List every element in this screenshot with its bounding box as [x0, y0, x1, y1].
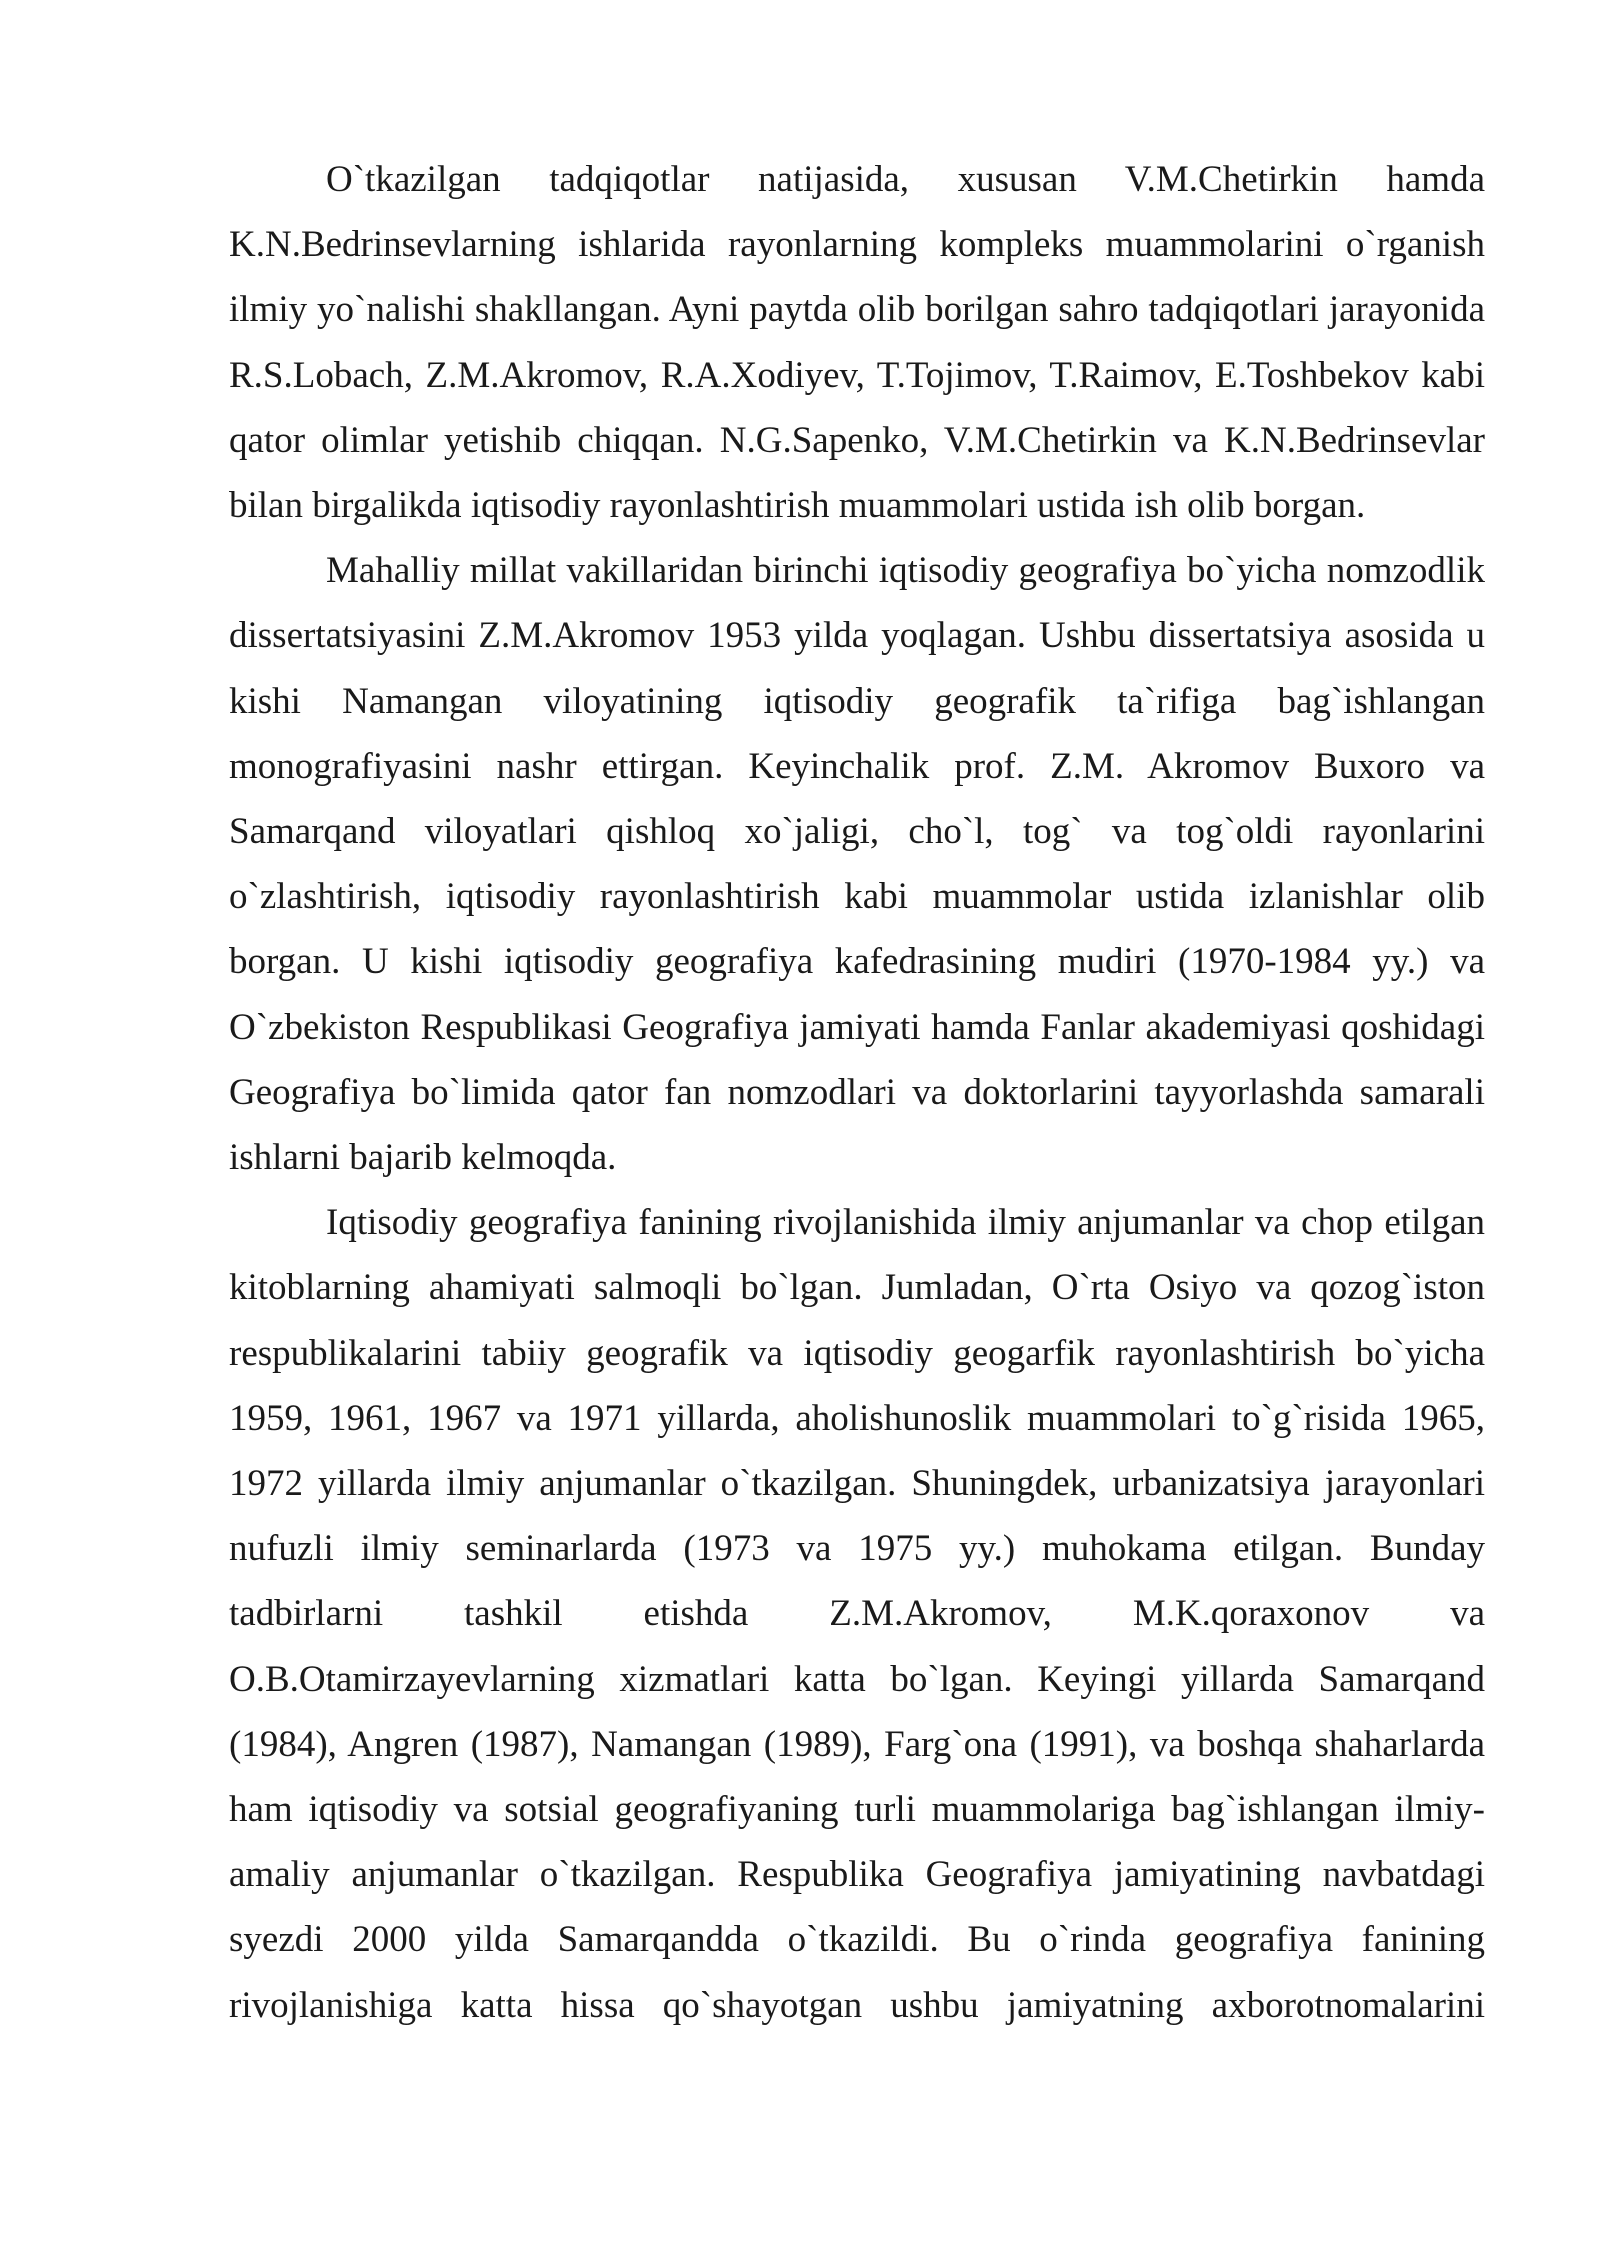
- paragraph-1: O`tkazilgan tadqiqotlar natijasida, xususan V.M.Chetirkin hamda K.N.Bedrinsevlarning ishlarida rayonlarning kompleks muammolarini o`rganish ilmiy yo`nalishi shakllangan. Ayni paytda olib borilgan sahro tadqiqotlari jarayonida R.S.Lobach, Z.M.Akromov, R.A.Xodiyev, T.Tojimov, T.Raimov, E.Toshbekov kabi qator olimlar yetishib chiqqan. N.G.Sapenko, V.M.Chetirkin va K.N.Bedrinsevlar bilan birgalikda iqtisodiy rayonlashtirish muammolari ustida ish olib borgan.: [229, 159, 1485, 527]
- paragraph-2: Mahalliy millat vakillaridan birinchi iqtisodiy geografiya bo`yicha nomzodlik dissertatsiyasini Z.M.Akromov 1953 yilda yoqlagan. Ushbu dissertatsiya asosida u kishi Namangan viloyatining iqtisodiy geografik ta`rifiga bag`ishlangan monografiyasini nashr ettirgan. Keyinchalik prof. Z.M. Akromov Buxoro va Samarqand viloyatlari qishloq xo`jaligi, cho`l, tog` va tog`oldi rayonlarini o`zlashtirish, iqtisodiy rayonlashtirish kabi muammolar ustida izlanishlar olib borgan. U kishi iqtisodiy geografiya kafedrasining mudiri (1970-1984 yy.) va O`zbekiston Respublikasi Geografiya jamiyati hamda Fanlar akademiyasi qoshidagi Geografiya bo`limida qator fan nomzodlari va doktorlarini tayyorlashda samarali ishlarni bajarib kelmoqda.: [229, 550, 1485, 1179]
- document-body: [229, 147, 1485, 2038]
- paragraph-3: Iqtisodiy geografiya fanining rivojlanishida ilmiy anjumanlar va chop etilgan kitoblarning ahamiyati salmoqli bo`lgan. Jumladan, O`rta Osiyo va qozog`iston respublikalarini tabiiy geografik va iqtisodiy geogarfik rayonlashtirish bo`yicha 1959, 1961, 1967 va 1971 yillarda, aholishunoslik muammolari to`g`risida 1965, 1972 yillarda ilmiy anjumanlar o`tkazilgan. Shuningdek, urbanizatsiya jarayonlari nufuzli ilmiy seminarlarda (1973 va 1975 yy.) muhokama etilgan. Bunday tadbirlarni tashkil etishda Z.M.Akromov, M.K.qoraxonov va O.B.Otamirzayevlarning xizmatlari katta bo`lgan. Keyingi yillarda Samarqand (1984), Angren (1987), Namangan (1989), Farg`ona (1991), va boshqa shaharlarda ham iqtisodiy va sotsial geografiyaning turli muammolariga bag`ishlangan ilmiy-amaliy anjumanlar o`tkazilgan. Respublika Geografiya jamiyatining navbatdagi syezdi 2000 yilda Samarqandda o`tkazildi. Bu o`rinda geografiya fanining rivojlanishiga katta hissa qo`shayotgan ushbu jamiyatning axborotnomalarini: [229, 1202, 1485, 2026]
